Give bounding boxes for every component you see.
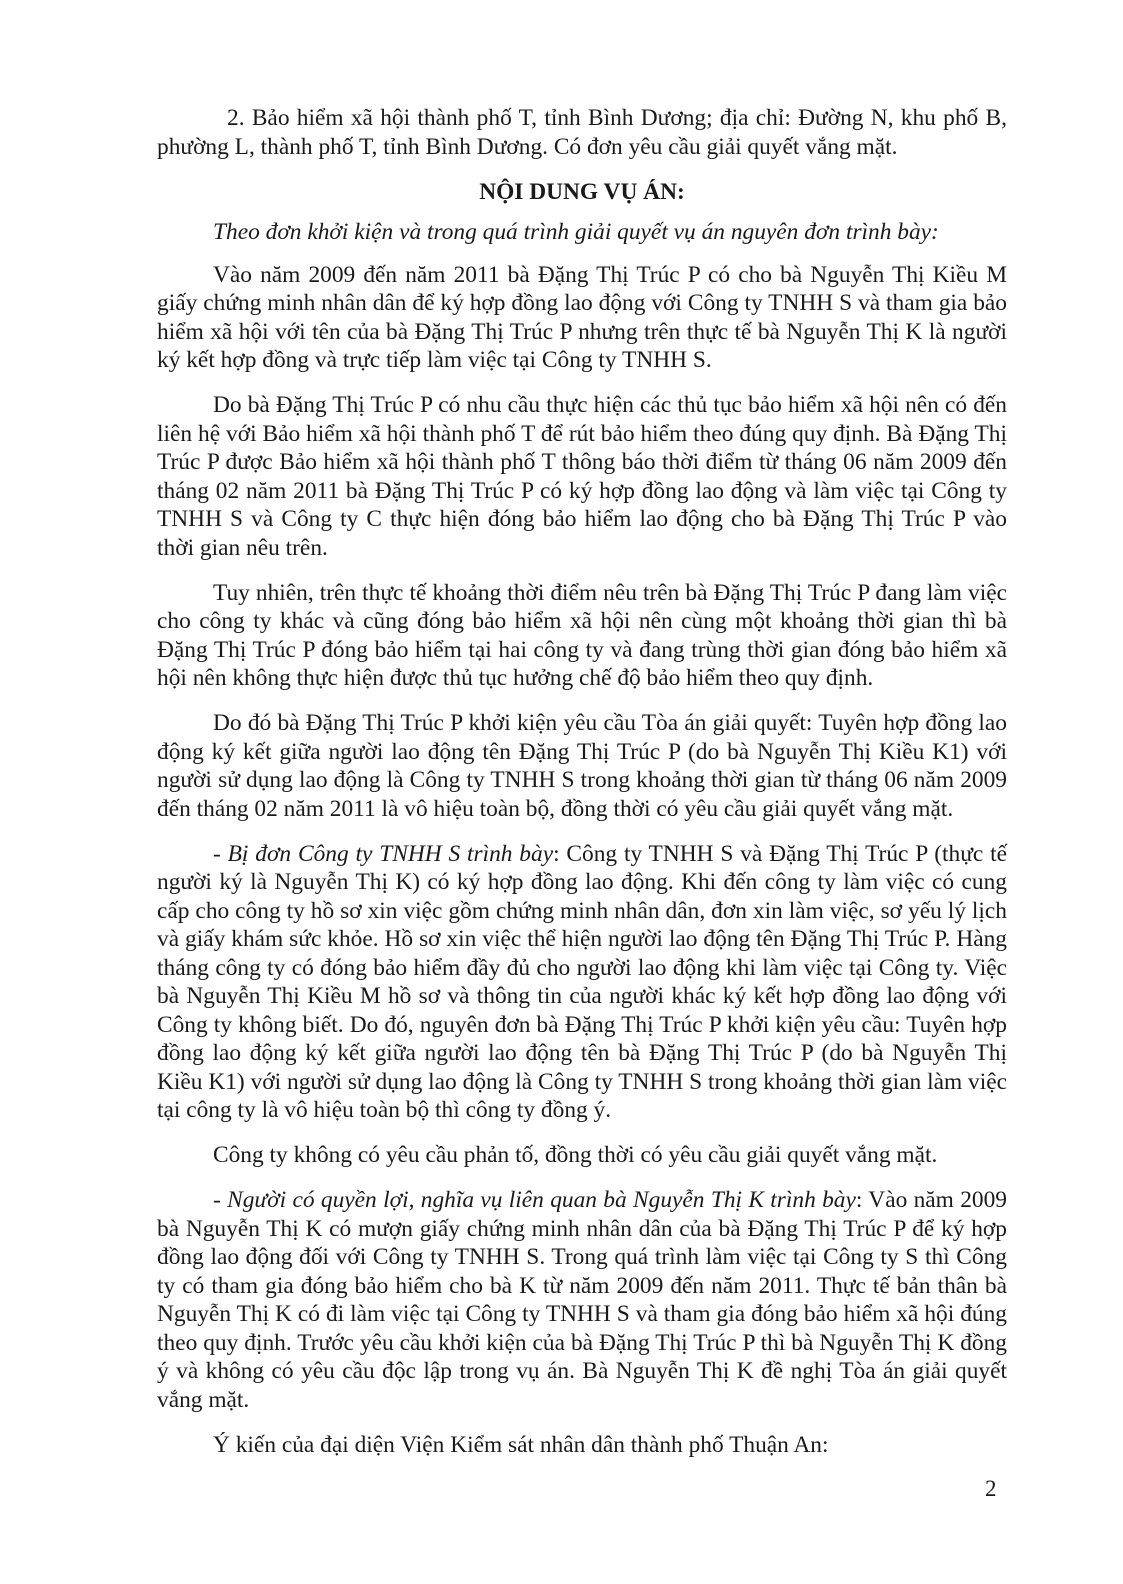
paragraph-7 — [157, 1186, 1007, 1414]
paragraph-2: Do bà Đặng Thị Trúc P có nhu cầu thực hiện các thủ tục bảo hiểm xã hội nên có đến liên hệ với Bảo hiểm xã hội thành phố T để rút bảo hiểm theo đúng quy định. Bà Đặng Thị Trúc P được Bảo hiểm xã hội thành phố T thông báo thời điểm từ tháng 06 năm 2009 đến tháng 02 năm 2011 bà Đặng Thị Trúc P có ký hợp đồng lao động và làm việc tại Công ty TNHH S và Công ty C thực hiện đóng bảo hiểm lao động cho bà Đặng Thị Trúc P vào thời gian nêu trên. — [157, 392, 1007, 561]
paragraph-4: Do đó bà Đặng Thị Trúc P khởi kiện yêu cầu Tòa án giải quyết: Tuyên hợp đồng lao động ký kết giữa người lao động tên Đặng Thị Trúc P (do bà Nguyễn Thị Kiều K1) với người sử dụng lao động là Công ty TNHH S trong khoảng thời gian từ tháng 06 năm 2009 đến tháng 02 năm 2011 là vô hiệu toàn bộ, đồng thời có yêu cầu giải quyết vắng mặt. — [157, 710, 1007, 822]
paragraph-3: Tuy nhiên, trên thực tế khoảng thời điểm nêu trên bà Đặng Thị Trúc P đang làm việc cho công ty khác và cũng đóng bảo hiểm xã hội nên cùng một khoảng thời gian thì bà Đặng Thị Trúc P đóng bảo hiểm tại hai công ty và đang trùng thời gian đóng bảo hiểm xã hội nên không thực hiện được thủ tục hưởng chế độ bảo hiểm theo quy định. — [157, 579, 1007, 691]
page-number: 2 — [985, 1476, 997, 1501]
party-address-paragraph: 2. Bảo hiểm xã hội thành phố T, tỉnh Bình Dương; địa chỉ: Đường N, khu phố B, phường L, thành phố T, tỉnh Bình Dương. Có đơn yêu cầu giải quyết vắng mặt. — [157, 105, 1007, 160]
paragraph-5 — [157, 840, 1007, 1125]
paragraph-8: Ý kiến của đại diện Viện Kiểm sát nhân dân thành phố Thuận An: — [213, 1431, 829, 1458]
defendant-statement-body: : Công ty TNHH S và Đặng Thị Trúc P (thực tế người ký là Nguyễn Thị K) có ký hợp đồng lao động. Khi đến công ty làm việc có cung cấp cho công ty hồ sơ xin việc gồm chứng minh nhân dân, đơn xin làm việc, sơ yếu lý lịch và giấy khám sức khỏe. Hồ sơ xin việc thể hiện người lao động tên Đặng Thị Trúc P. Hàng tháng công ty có đóng bảo hiểm đầy đủ cho người lao động khi làm việc tại Công ty. Việc bà Nguyễn Thị Kiều M hồ sơ và thông tin của người khác ký kết hợp đồng lao động với Công ty không biết. Do đó, nguyên đơn bà Đặng Thị Trúc P khởi kiện yêu cầu: Tuyên hợp đồng lao động ký kết giữa người lao động tên bà Đặng Thị Trúc P (do bà Nguyễn Thị Kiều K1) với người sử dụng lao động là Công ty TNHH S trong khoảng thời gian làm việc tại công ty là vô hiệu toàn bộ thì công ty đồng ý. — [157, 840, 1007, 1123]
paragraph-6: Công ty không có yêu cầu phản tố, đồng thời có yêu cầu giải quyết vắng mặt. — [213, 1142, 938, 1168]
defendant-statement-lead: - Bị đơn Công ty TNHH S trình bày — [213, 840, 554, 867]
intro-line: Theo đơn khởi kiện và trong quá trình giải quyết vụ án nguyên đơn trình bày: — [213, 219, 939, 245]
related-party-statement-lead: - Người có quyền lợi, nghĩa vụ liên quan bà Nguyễn Thị K trình bày — [213, 1187, 856, 1213]
document-page — [157, 104, 1007, 1476]
paragraph-1: Vào năm 2009 đến năm 2011 bà Đặng Thị Trúc P có cho bà Nguyễn Thị Kiều M giấy chứng minh nhân dân để ký hợp đồng lao động với Công ty TNHH S và tham gia bảo hiểm xã hội với tên của bà Đặng Thị Trúc P nhưng trên thực tế bà Nguyễn Thị K là người ký kết hợp đồng và trực tiếp làm việc tại Công ty TNHH S. — [157, 261, 1007, 373]
section-heading: NỘI DUNG VỤ ÁN: — [479, 178, 685, 205]
related-party-statement-body: : Vào năm 2009 bà Nguyễn Thị K có mượn giấy chứng minh nhân dân của bà Đặng Thị Trúc P để ký hợp đồng lao động đối với Công ty TNHH S. Trong quá trình làm việc tại Công ty S thì Công ty có tham gia đóng bảo hiểm cho bà K từ năm 2009 đến năm 2011. Thực tế bản thân bà Nguyễn Thị K có đi làm việc tại Công ty TNHH S và tham gia đóng bảo hiểm xã hội đúng theo quy định. Trước yêu cầu khởi kiện của bà Đặng Thị Trúc P thì bà Nguyễn Thị K đồng ý và không có yêu cầu độc lập trong vụ án. Bà Nguyễn Thị K đề nghị Tòa án giải quyết vắng mặt. — [157, 1187, 1007, 1413]
